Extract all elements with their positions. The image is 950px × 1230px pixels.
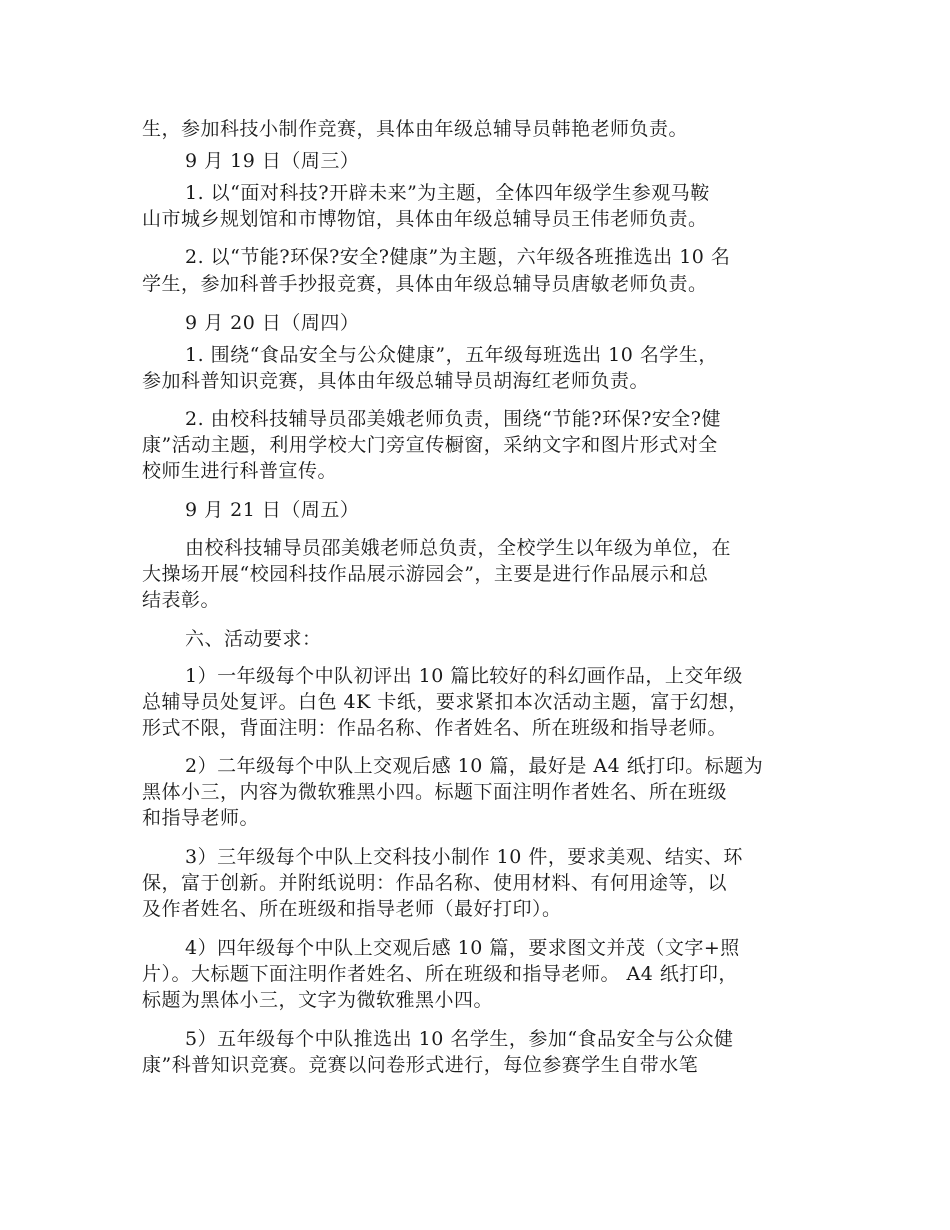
text-line: 1）一年级每个中队初评出 10 篇比较好的科幻画作品，上交年级 bbox=[185, 665, 743, 687]
text-line: 1. 以“面对科技?开辟未来”为主题，全体四年级学生参观马鞍 bbox=[185, 182, 710, 204]
text-line: 康”活动主题，利用学校大门旁宣传橱窗，采纳文字和图片形式对全 bbox=[142, 434, 718, 456]
text-line: 学生，参加科普手抄报竞赛，具体由年级总辅导员唐敏老师负责。 bbox=[142, 273, 708, 295]
text-line: 及作者姓名、所在班级和指导老师（最好打印）。 bbox=[142, 898, 562, 920]
text-line: 校师生进行科普宣传。 bbox=[142, 460, 338, 482]
text-line: 9 月 20 日（周四） bbox=[185, 312, 360, 334]
text-line: 由校科技辅导员邵美娥老师总负责，全校学生以年级为单位，在 bbox=[185, 537, 732, 559]
text-line: 标题为黑体小三，文字为微软雅黑小四。 bbox=[142, 989, 494, 1011]
text-line: 2. 以“节能?环保?安全?健康”为主题，六年级各班推选出 10 名 bbox=[185, 246, 731, 268]
text-line: 黑体小三，内容为微软雅黑小四。标题下面注明作者姓名、所在班级 bbox=[142, 781, 728, 803]
text-line: 5）五年级每个中队推选出 10 名学生，参加“食品安全与公众健 bbox=[185, 1028, 734, 1050]
text-line: 4）四年级每个中队上交观后感 10 篇，要求图文并茂（文字+照 bbox=[185, 937, 740, 959]
text-line: 结表彰。 bbox=[142, 589, 221, 611]
text-line: 山市城乡规划馆和市博物馆，具体由年级总辅导员王伟老师负责。 bbox=[142, 208, 708, 230]
text-line: 大操场开展“校园科技作品展示游园会”，主要是进行作品展示和总 bbox=[142, 563, 709, 585]
text-line: 1. 围绕“食品安全与公众健康”，五年级每班选出 10 名学生， bbox=[185, 344, 718, 366]
text-line: 片）。大标题下面注明作者姓名、所在班级和指导老师。 A4 纸打印， bbox=[142, 963, 738, 985]
text-line: 形式不限，背面注明：作品名称、作者姓名、所在班级和指导老师。 bbox=[142, 717, 728, 739]
text-line: 9 月 21 日（周五） bbox=[185, 499, 360, 521]
text-line: 康”科普知识竞赛。竞赛以问卷形式进行，每位参赛学生自带水笔 bbox=[142, 1054, 699, 1076]
text-line: 3）三年级每个中队上交科技小制作 10 件，要求美观、结实、环 bbox=[185, 846, 743, 868]
text-line: 生，参加科技小制作竞赛，具体由年级总辅导员韩艳老师负责。 bbox=[142, 118, 689, 140]
text-line: 2）二年级每个中队上交观后感 10 篇，最好是 A4 纸打印。标题为 bbox=[185, 755, 764, 777]
text-line: 参加科普知识竞赛，具体由年级总辅导员胡海红老师负责。 bbox=[142, 370, 650, 392]
text-line: 和指导老师。 bbox=[142, 807, 260, 829]
text-line: 六、活动要求： bbox=[185, 628, 322, 650]
text-line: 总辅导员处复评。白色 4K 卡纸，要求紧扣本次活动主题，富于幻想， bbox=[142, 691, 748, 713]
text-line: 9 月 19 日（周三） bbox=[185, 150, 360, 172]
text-line: 保，富于创新。并附纸说明：作品名称、使用材料、有何用途等，以 bbox=[142, 872, 728, 894]
text-line: 2. 由校科技辅导员邵美娥老师负责，围绕“节能?环保?安全?健 bbox=[185, 408, 721, 430]
